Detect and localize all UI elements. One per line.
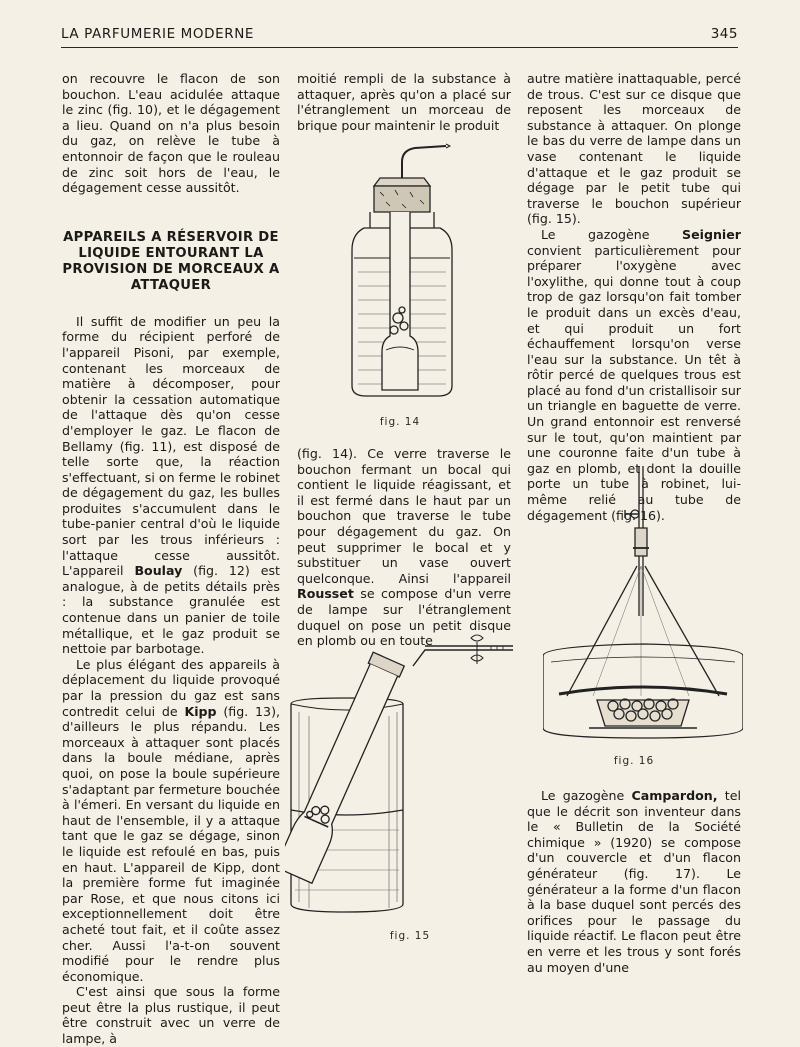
column-2-continued [297, 446, 511, 649]
name-seignier: Seignier [682, 226, 741, 242]
figure-14 [340, 140, 460, 402]
paragraph: Le gazogène Seignier convient particulièrement pour préparer l'oxygène avec l'oxylithe, qui donne tout à coup trop de gaz lorsqu'on fait tomber le produit dans un excès d'eau, et qui produit un fort échauffement lorsqu'on verse l'eau sur la substance. Un têt à rôtir percé de quelques trous est placé au fond d'un cristallisoir sur un triangle en baguette de verre. Un grand entonnoir est renversé sur le tout, qu'on maintient par une couronne faite d'un tube à gaz en plomb, et dont la douille porte un tube à robinet, lui-même relié au tube de dégagement (fig. 16). [527, 226, 741, 523]
paragraph: on recouvre le flacon de son bouchon. L'eau acidulée attaque le zinc (fig. 10), et le dégagement a lieu. Quand on n'a plus besoin du gaz, on relève le tube à entonnoir de façon que le rouleau de zinc soit hors de l'eau, le dégagement cesse aussitôt. [62, 71, 280, 196]
header-rule [61, 47, 738, 48]
figure-16-caption: fig. 16 [613, 755, 655, 767]
paragraph: Le gazogène Campardon, tel que le décrit son inventeur dans le « Bulletin de la Société chimique » (1920) se compose d'un couvercle et d'un flacon générateur (fig. 17). Le générateur a la forme d'un flacon à la base duquel sont percés des orifices pour le passage du liquide réactif. Le flacon peut être en verre et les trous y sont forés au moyen d'une [527, 788, 741, 975]
column-3-continued [527, 788, 741, 975]
name-rousset: Rousset [297, 586, 354, 602]
paragraph: C'est ainsi que sous la forme peut être la plus rustique, il peut être construit avec un verre de lampe, à [62, 984, 280, 1047]
figure-15-caption: fig. 15 [389, 930, 431, 942]
column-3 [527, 71, 741, 523]
paragraph: (fig. 14). Ce verre traverse le bouchon fermant un bocal qui contient le liquide réagissant, et il est fermé dans le haut par un bouchon que traverse le tube pour dégagement du gaz. On peut supprimer le bocal et y substituer un vase ouvert quelconque. Ainsi l'appareil Rousset se compose d'un verre de lampe sur l'étranglement duquel on pose un petit disque en plomb ou en toute [297, 446, 511, 649]
running-title: LA PARFUMERIE MODERNE [61, 26, 255, 42]
figure-15 [285, 624, 515, 924]
paragraph: Il suffit de modifier un peu la forme du récipient perforé de l'appareil Pisoni, par exemple, contenant les morceaux de matière à décomposer, pour obtenir la cessation automatique de l'attaque dès qu'on cesse d'employer le gaz. Le flacon de Bellamy (fig. 11), est disposé de telle sorte que, la réaction s'effectuant, si on ferme le robinet de dégagement du gaz, les bulles produites s'accumulent dans le tube-panier central d'où le liquide sort par les trous inférieurs : l'attaque cesse aussitôt. L'appareil Boulay (fig. 12) est analogue, à de petits détails près : la substance granulée est contenue dans un panier de toile métallique, et le gaz produit se nettoie par barbotage. [62, 313, 280, 657]
name-campardon: Campardon, [631, 788, 718, 803]
figure-14-caption: fig. 14 [379, 416, 421, 428]
paragraph: autre matière inattaquable, percé de trous. C'est sur ce disque que reposent les morceaux de substance à attaquer. On plonge le bas du verre de lampe dans un vase contenant le liquide d'attaque et le gaz produit se dégage par le petit tube qui traverse le bouchon supérieur (fig. 15). [527, 71, 741, 227]
page-number: 345 [710, 26, 738, 42]
paragraph: moitié rempli de la substance à attaquer, après qu'on a placé sur l'étranglement un morceau de brique pour maintenir le produit [297, 71, 511, 133]
name-kipp: Kipp [184, 703, 217, 719]
paragraph: Le plus élégant des appareils à déplacement du liquide provoqué par la pression du gaz est sans contredit celui de Kipp (fig. 13), d'ailleurs le plus répandu. Les morceaux à attaquer sont placés dans la boule médiane, après quoi, on pose la boule supérieure s'adaptant par fermeture bouchée à l'émeri. En versant du liquide en haut de l'ensemble, il y a attaque tant que le gaz se dégage, sinon le liquide est refoulé en bas, puis en haut. L'appareil de Kipp, dont la première forme fut imaginée par Rose, et que nous citons ici exceptionnellement doit être acheté tout fait, et il coûte assez cher. Aussi l'a-t-on souvent modifié pour le rendre plus économique. [62, 656, 280, 984]
figure-16 [543, 466, 743, 750]
name-boulay: Boulay [134, 563, 183, 579]
page-header [61, 26, 738, 46]
section-heading: APPAREILS A RÉSERVOIR DE LIQUIDE ENTOURANT LA PROVISION DE MORCEAUX A ATTAQUER [62, 229, 280, 293]
column-2 [297, 71, 511, 133]
column-1 [62, 71, 280, 1047]
